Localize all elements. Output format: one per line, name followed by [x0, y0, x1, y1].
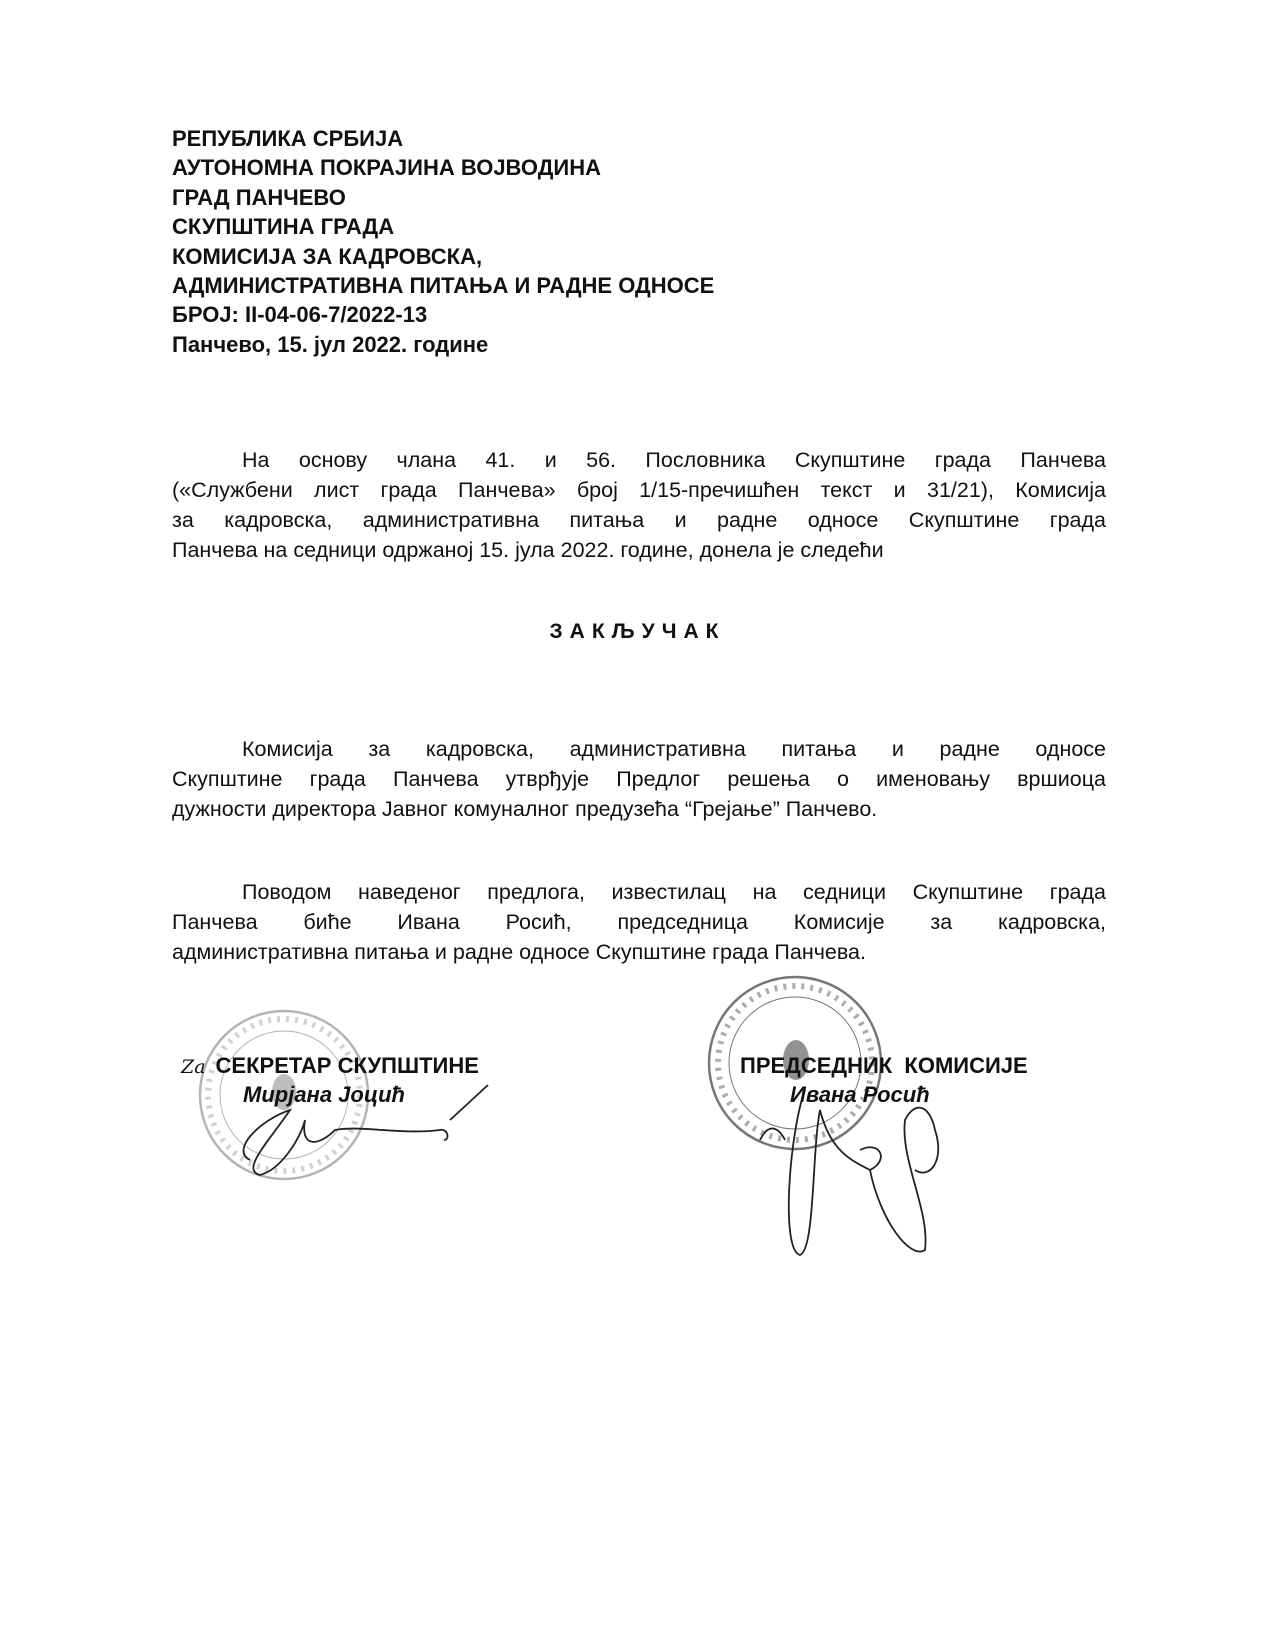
signature-block-secretary: [181, 1053, 479, 1108]
paragraph-line: административна питања и радне односе Скупштине града Панчева.: [172, 940, 866, 964]
paragraph-line: Панчева на седници одржаној 15. јула 2022. године, донела је следећи: [172, 538, 884, 562]
document-title: ЗАКЉУЧАК: [549, 620, 726, 643]
signatory-name: Ивана Росић: [790, 1082, 930, 1107]
signatory-name: Мирјана Јоцић: [243, 1082, 405, 1107]
paragraph-line: Поводом наведеног предлога, известилац на седници Скупштине града: [242, 880, 1106, 904]
signature-right: [760, 1090, 938, 1255]
signatory-role: ПРЕДСЕДНИК КОМИСИЈЕ: [740, 1053, 1028, 1078]
signatory-role: СЕКРЕТАР СКУПШТИНЕ: [215, 1053, 479, 1078]
document-date: Панчево, 15. јул 2022. године: [172, 331, 489, 357]
header-line: КОМИСИЈА ЗА КАДРОВСКА,: [172, 243, 483, 269]
paragraph-line: за кадровска, административна питања и радне односе Скупштине града: [172, 508, 1106, 532]
paragraph-line: («Службени лист града Панчева» број 1/15-пречишћен текст и 31/21), Комисија: [172, 478, 1106, 502]
document-number: БРОЈ: II-04-06-7/2022-13: [172, 302, 428, 328]
signature-block-president: [740, 1053, 1028, 1108]
header-line: АУТОНОМНА ПОКРАЈИНА ВОЈВОДИНА: [172, 155, 601, 181]
paragraph-line: На основу члана 41. и 56. Пословника Скупштине града Панчева: [242, 448, 1106, 472]
on-behalf-prefix: Za: [181, 1056, 206, 1078]
header-line: СКУПШТИНА ГРАДА: [172, 214, 395, 240]
paragraph-line: дужности директора Јавног комуналног предузећа “Грејање” Панчево.: [172, 797, 878, 821]
paragraph-line: Комисија за кадровска, административна питања и радне односе: [242, 737, 1106, 761]
paragraph-line: Скупштине града Панчева утврђује Предлог решења о именовању вршиоца: [172, 767, 1106, 791]
header-line: АДМИНИСТРАТИВНА ПИТАЊА И РАДНЕ ОДНОСЕ: [172, 273, 715, 299]
header-line: ГРАД ПАНЧЕВО: [172, 184, 346, 210]
header-line: РЕПУБЛИКА СРБИЈА: [172, 126, 404, 151]
paragraph-line: Панчева биће Ивана Росић, председница Комисије за кадровска,: [172, 910, 1106, 934]
